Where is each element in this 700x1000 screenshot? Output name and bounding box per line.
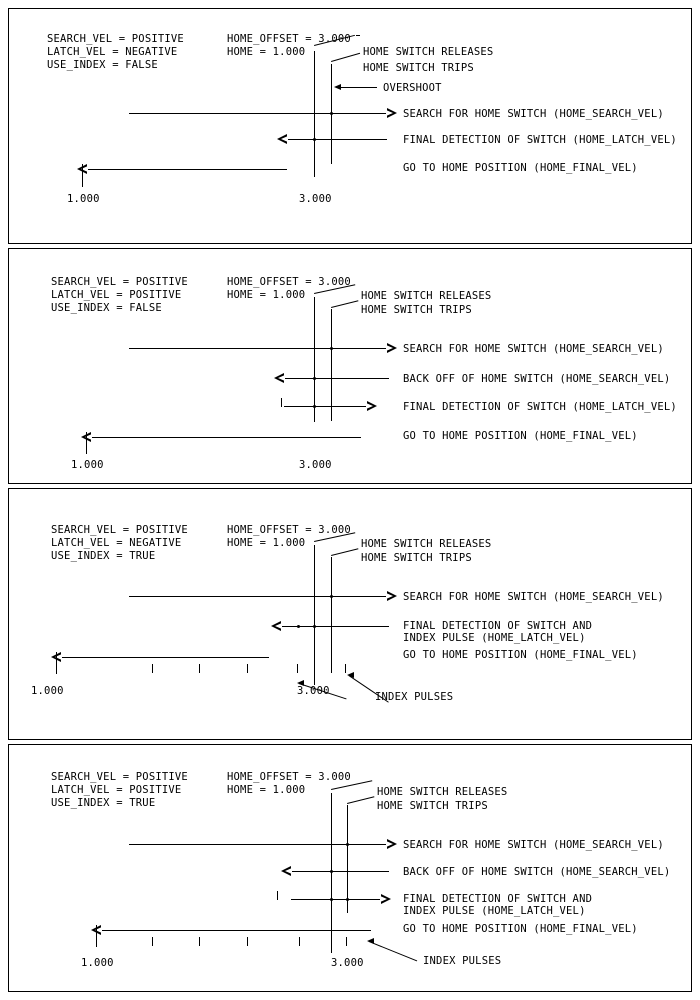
- move-latch-dot: [313, 405, 316, 408]
- move-latch-dot: [313, 138, 316, 141]
- param-home-offset: HOME_OFFSET = 3.000: [227, 276, 351, 288]
- index-pulses-label: INDEX PULSES: [375, 691, 454, 703]
- panel-homing-3: [8, 488, 692, 740]
- home-offset-vertical-line: [314, 545, 315, 685]
- move-latch-arrow-icon: [277, 134, 287, 144]
- axis-right-label: 3.000: [297, 685, 330, 697]
- move-backoff-line: [291, 871, 389, 872]
- move-search-arrow-icon: [387, 591, 397, 601]
- index-callout-tip-icon: [367, 938, 374, 944]
- index-pulse-tick: [199, 664, 200, 673]
- axis-left-marker: [82, 164, 83, 187]
- callout-home-switch-trips: HOME SWITCH TRIPS: [377, 800, 488, 812]
- axis-left-label: 1.000: [81, 957, 114, 969]
- param-home: HOME = 1.000: [227, 537, 306, 549]
- move-latch-label: FINAL DETECTION OF SWITCH (HOME_LATCH_VEL): [403, 134, 677, 146]
- move-backoff-dot: [330, 870, 333, 873]
- param-home: HOME = 1.000: [227, 46, 306, 58]
- move-latch-index-dot: [346, 898, 349, 901]
- move-search-dot: [330, 595, 333, 598]
- index-pulse-tick: [199, 937, 200, 946]
- move-search-label: SEARCH FOR HOME SWITCH (HOME_SEARCH_VEL): [403, 591, 664, 603]
- param-home-offset: HOME_OFFSET = 3.000: [227, 33, 351, 45]
- callout-overshoot: OVERSHOOT: [383, 82, 442, 94]
- move-final-line: [87, 169, 287, 170]
- index-callout-tip-icon-2: [347, 672, 354, 678]
- index-pulse-tick: [152, 664, 153, 673]
- move-search-arrow-icon: [387, 108, 397, 118]
- move-latch-label-line1: FINAL DETECTION OF SWITCH AND: [403, 893, 593, 905]
- move-search-label: SEARCH FOR HOME SWITCH (HOME_SEARCH_VEL): [403, 839, 664, 851]
- axis-left-marker: [86, 432, 87, 454]
- callout-home-switch-trips: HOME SWITCH TRIPS: [361, 552, 472, 564]
- move-latch-arrow-icon: [271, 621, 281, 631]
- param-home-offset: HOME_OFFSET = 3.000: [227, 771, 351, 783]
- callout-overshoot-tip-icon: [334, 84, 341, 90]
- param-latch-vel: LATCH_VEL = NEGATIVE: [51, 537, 182, 549]
- move-latch-label-line1: FINAL DETECTION OF SWITCH AND: [403, 620, 593, 632]
- move-search-dot: [330, 347, 333, 350]
- move-backoff-arrow-icon: [274, 373, 284, 383]
- move-latch-start-tick: [281, 398, 282, 407]
- callout-home-switch-trips: HOME SWITCH TRIPS: [363, 62, 474, 74]
- move-final-label: GO TO HOME POSITION (HOME_FINAL_VEL): [403, 162, 638, 174]
- home-offset-vertical-line: [331, 793, 332, 953]
- param-latch-vel: LATCH_VEL = POSITIVE: [51, 784, 182, 796]
- axis-left-marker: [56, 652, 57, 674]
- param-latch-vel: LATCH_VEL = POSITIVE: [51, 289, 182, 301]
- param-home: HOME = 1.000: [227, 784, 306, 796]
- move-final-line: [91, 437, 361, 438]
- param-home-offset: HOME_OFFSET = 3.000: [227, 524, 351, 536]
- panel-homing-2: [8, 248, 692, 484]
- move-latch-line: [291, 899, 381, 900]
- move-search-label: SEARCH FOR HOME SWITCH (HOME_SEARCH_VEL): [403, 343, 664, 355]
- axis-left-marker: [96, 925, 97, 947]
- axis-right-label: 3.000: [299, 193, 332, 205]
- callout-home-switch-releases: HOME SWITCH RELEASES: [361, 538, 492, 550]
- home-switch-vertical-line: [347, 805, 348, 913]
- move-search-arrow-icon: [387, 839, 397, 849]
- move-search-label: SEARCH FOR HOME SWITCH (HOME_SEARCH_VEL): [403, 108, 664, 120]
- callout-home-switch-releases: HOME SWITCH RELEASES: [377, 786, 508, 798]
- move-backoff-line: [284, 378, 389, 379]
- axis-right-label: 3.000: [299, 459, 332, 471]
- move-latch-dot: [330, 898, 333, 901]
- param-search-vel: SEARCH_VEL = POSITIVE: [47, 33, 184, 45]
- param-use-index: USE_INDEX = TRUE: [51, 550, 156, 562]
- move-backoff-dot: [313, 377, 316, 380]
- param-use-index: USE_INDEX = FALSE: [47, 59, 158, 71]
- index-pulse-tick: [297, 664, 298, 673]
- param-use-index: USE_INDEX = FALSE: [51, 302, 162, 314]
- axis-left-label: 1.000: [67, 193, 100, 205]
- move-search-arrow-icon: [387, 343, 397, 353]
- move-final-line: [61, 657, 269, 658]
- param-search-vel: SEARCH_VEL = POSITIVE: [51, 276, 188, 288]
- index-pulse-tick: [345, 664, 346, 673]
- param-search-vel: SEARCH_VEL = POSITIVE: [51, 524, 188, 536]
- callout-leader-trips: [347, 796, 374, 804]
- callout-home-switch-releases: HOME SWITCH RELEASES: [361, 290, 492, 302]
- move-search-line: [129, 348, 387, 349]
- callout-leader-releases-2: [356, 35, 360, 36]
- param-use-index: USE_INDEX = TRUE: [51, 797, 156, 809]
- callout-leader-trips: [331, 300, 358, 308]
- move-final-label: GO TO HOME POSITION (HOME_FINAL_VEL): [403, 430, 638, 442]
- callout-home-switch-releases: HOME SWITCH RELEASES: [363, 46, 494, 58]
- index-pulse-tick: [247, 664, 248, 673]
- callout-home-switch-trips: HOME SWITCH TRIPS: [361, 304, 472, 316]
- index-pulse-tick: [299, 937, 300, 946]
- move-final-line: [101, 930, 371, 931]
- callout-leader-trips: [331, 53, 360, 62]
- move-latch-dot: [313, 625, 316, 628]
- param-home: HOME = 1.000: [227, 289, 306, 301]
- callout-leader-overshoot: [337, 87, 377, 88]
- param-search-vel: SEARCH_VEL = POSITIVE: [51, 771, 188, 783]
- move-latch-index-dot: [297, 625, 300, 628]
- home-offset-vertical-line: [314, 297, 315, 422]
- move-latch-line: [287, 139, 387, 140]
- move-latch-arrow-icon: [367, 401, 377, 411]
- move-final-label: GO TO HOME POSITION (HOME_FINAL_VEL): [403, 649, 638, 661]
- axis-right-label: 3.000: [331, 957, 364, 969]
- index-pulses-label: INDEX PULSES: [423, 955, 502, 967]
- move-latch-label: FINAL DETECTION OF SWITCH (HOME_LATCH_VEL): [403, 401, 677, 413]
- move-search-line: [129, 596, 387, 597]
- index-pulse-tick: [247, 937, 248, 946]
- index-callout-tip-icon: [297, 680, 304, 686]
- move-latch-label-line2: INDEX PULSE (HOME_LATCH_VEL): [403, 905, 586, 917]
- move-final-label: GO TO HOME POSITION (HOME_FINAL_VEL): [403, 923, 638, 935]
- move-backoff-arrow-icon: [281, 866, 291, 876]
- move-latch-label-line2: INDEX PULSE (HOME_LATCH_VEL): [403, 632, 586, 644]
- move-search-dot: [346, 843, 349, 846]
- home-switch-vertical-line: [331, 309, 332, 421]
- move-latch-line: [284, 406, 367, 407]
- axis-left-label: 1.000: [71, 459, 104, 471]
- param-latch-vel: LATCH_VEL = NEGATIVE: [47, 46, 178, 58]
- home-switch-vertical-line: [331, 557, 332, 673]
- move-search-line: [129, 113, 387, 114]
- index-pulse-tick: [346, 937, 347, 946]
- move-backoff-label: BACK OFF OF HOME SWITCH (HOME_SEARCH_VEL): [403, 866, 671, 878]
- home-offset-vertical-line: [314, 51, 315, 177]
- move-backoff-label: BACK OFF OF HOME SWITCH (HOME_SEARCH_VEL): [403, 373, 671, 385]
- panel-homing-1: [8, 8, 692, 244]
- move-search-dot: [330, 112, 333, 115]
- callout-leader-trips: [331, 548, 358, 556]
- move-latch-arrow-icon: [381, 894, 391, 904]
- index-pulse-tick: [152, 937, 153, 946]
- index-callout-leader: [369, 941, 418, 961]
- move-latch-start-tick: [277, 891, 278, 900]
- axis-left-label: 1.000: [31, 685, 64, 697]
- panel-homing-4: [8, 744, 692, 992]
